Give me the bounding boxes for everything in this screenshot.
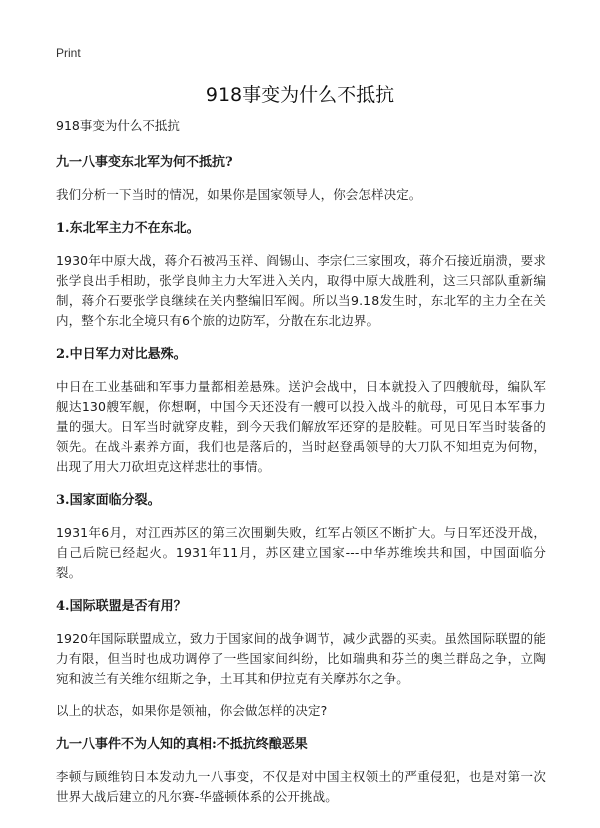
section-heading: 3.国家面临分裂。 [56,493,161,508]
print-link[interactable]: Print [56,46,81,60]
section-paragraph: 1931年6月，对江西苏区的第三次围剿失败，红军占领区不断扩大。与日军还没开战，自己后院已经起火。1931年11月，苏区建立国家---中华苏维埃共和国，中国面临分裂。 [56,525,546,580]
section-question: 以上的状态，如果你是领袖，你会做怎样的决定? [56,703,328,718]
section-paragraph: 1920年国际联盟成立，致力于国家间的战争调节，减少武器的买卖。虽然国际联盟的能力有限，但当时也成功调停了一些国家间纠纷，比如瑞典和芬兰的奥兰群岛之争，立陶宛和波兰有关维尔纽斯之争，土耳其和伊拉克有关摩苏尔之争。 [56,631,546,686]
section-heading: 2.中日军力对比悬殊。 [56,347,187,362]
page-title: 918事变为什么不抵抗 [205,84,395,106]
section-paragraph: 我们分析一下当时的情况，如果你是国家领导人，你会怎样决定。 [56,187,422,202]
section-heading: 4.国际联盟是否有用？ [56,599,187,614]
section-heading: 九一八事件不为人知的真相:不抵抗终酿恶果 [56,737,308,752]
article-subtitle: 918事变为什么不抵抗 [56,118,180,133]
section-heading: 九一八事变东北军为何不抵抗? [56,155,233,170]
section-heading: 1.东北军主力不在东北。 [56,221,200,236]
section-paragraph: 中日在工业基础和军事力量都相差悬殊。送沪会战中，日本就投入了四艘航母，编队军舰达130艘军舰，你想啊，中国今天还没有一艘可以投入战斗的航母，可见日本军事力量的强大。日军当时就穿皮鞋，到今天我们解放军还穿的是胶鞋。可见日军当时装备的领先。在战斗素养方面，我们也是落后的，当时赵登禹领导的大刀队不知坦克为何物，出现了用大刀砍坦克这样悲壮的事情。 [56,379,546,474]
section-paragraph: 李顿与顾维钧日本发动九一八事变，不仅是对中国主权领土的严重侵犯，也是对第一次世界大战后建立的凡尔赛-华盛顿体系的公开挑战。 [56,769,546,804]
section-paragraph: 1930年中原大战，蒋介石被冯玉祥、阎锡山、李宗仁三家围攻，蒋介石接近崩溃，要求张学良出手相助，张学良帅主力大军进入关内，取得中原大战胜利，这三只部队重新编制，蒋介石要张学良继续在关内整编旧军阀。所以当9.18发生时，东北军的主力全在关内，整个东北全境只有6个旅的边防军，分散在东北边界。 [56,253,546,328]
article-body [56,117,546,821]
